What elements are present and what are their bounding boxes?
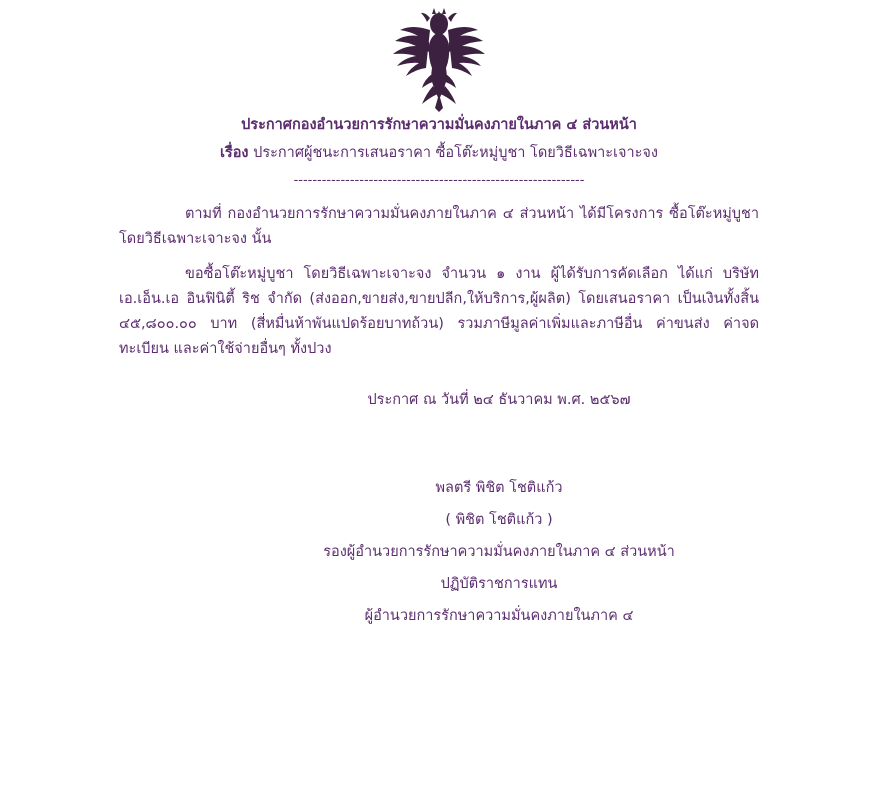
document-body <box>119 112 759 633</box>
signature-block <box>119 473 759 632</box>
page-title: ประกาศกองอำนวยการรักษาความมั่นคงภายในภาค ๔ ส่วนหน้า <box>241 117 637 133</box>
garuda-emblem <box>386 8 492 112</box>
emblem-container <box>0 0 878 112</box>
signer-name-parens: ( พิชิต โชติแก้ว ) <box>445 512 553 528</box>
announcement-date: ประกาศ ณ วันที่ ๒๔ ธันวาคม พ.ศ. ๒๕๖๗ <box>367 392 631 409</box>
signer-rank-name: พลตรี พิชิต โชติแก้ว <box>435 480 563 497</box>
document-subject <box>119 140 759 168</box>
subject-label: เรื่อง <box>219 144 249 161</box>
signer-position-1: รองผู้อำนวยการรักษาความมั่นคงภายในภาค ๔ ส่วนหน้า <box>323 543 675 560</box>
paragraph-award <box>119 262 759 362</box>
subject-text: ประกาศผู้ชนะการเสนอราคา ซื้อโต๊ะหมู่บูชา โดยวิธีเฉพาะเจาะจง <box>253 144 659 161</box>
signer-position-3: ผู้อำนวยการรักษาความมั่นคงภายในภาค ๔ <box>364 607 634 624</box>
paragraph-2-text: ขอซื้อโต๊ะหมู่บูชา โดยวิธีเฉพาะเจาะจง จำนวน ๑ งาน ผู้ได้รับการคัดเลือก ได้แก่ บริษัท เอ.เอ็น.เอ อินฟินิตี้ ริช จำกัด (ส่งออก,ขายส่ง,ขายปลีก,ให้บริการ,ผู้ผลิต) โดยเสนอราคา เป็นเงินทั้งสิ้น ๔๕,๘๐๐.๐๐ บาท (สี่หมื่นห้าพันแปดร้อยบาทถ้วน) รวมภาษีมูลค่าเพิ่มและภาษีอื่น ค่าขนส่ง ค่าจดทะเบียน และค่าใช้จ่ายอื่นๆ ทั้งปวง <box>119 266 759 358</box>
divider: -------------------------------------------------------------- <box>293 173 585 189</box>
paragraph-1-text: ตามที่ กองอำนวยการรักษาความมั่นคงภายในภาค ๔ ส่วนหน้า ได้มีโครงการ ซื้อโต๊ะหมู่บูชา โดยวิธีเฉพาะเจาะจง นั้น <box>119 206 759 248</box>
paragraph-background <box>119 202 759 252</box>
signer-position-2: ปฏิบัติราชการแทน <box>440 575 558 592</box>
